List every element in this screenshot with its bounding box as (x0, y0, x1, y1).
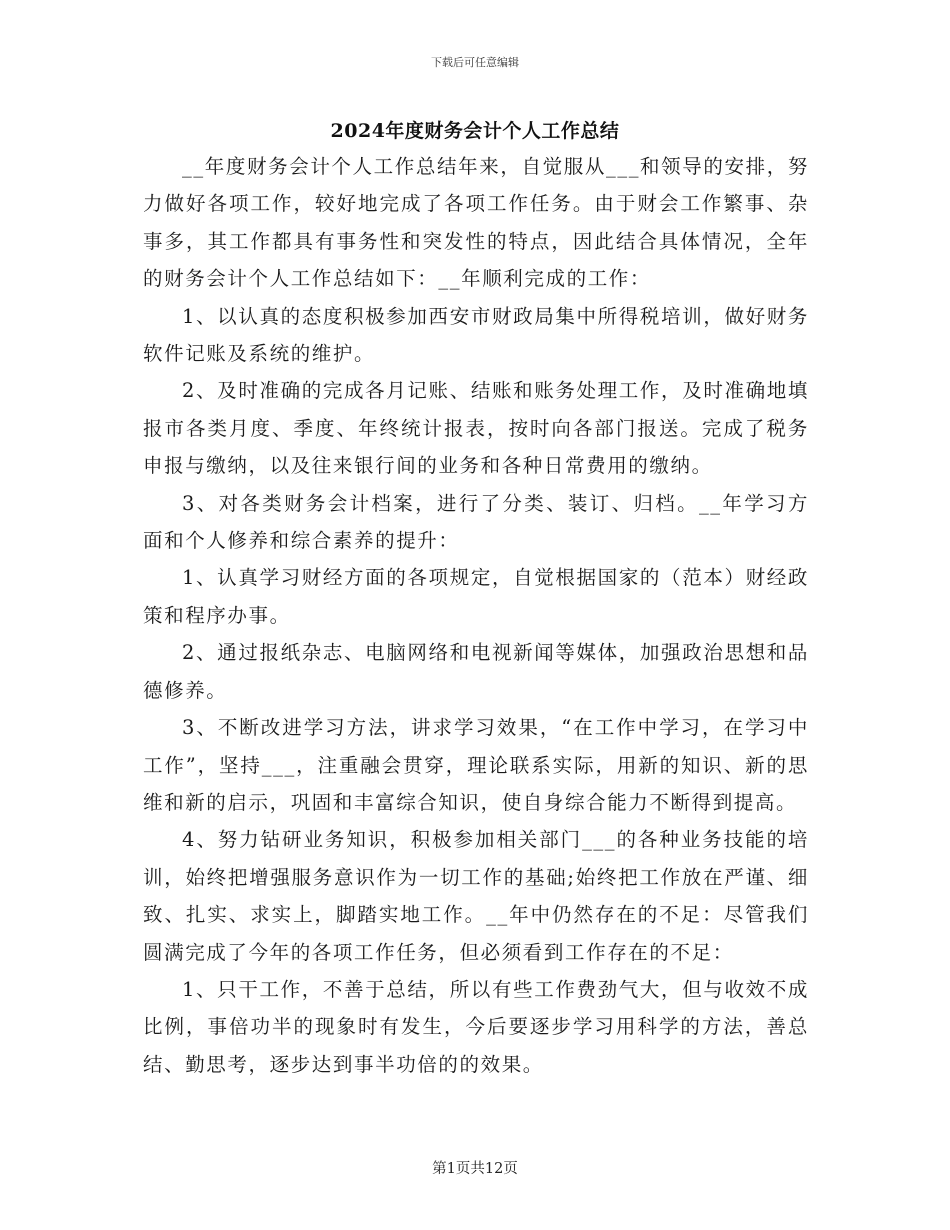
paragraph-item: 3、对各类财务会计档案，进行了分类、装订、归档。__年学习方面和个人修养和综合素养的提升： (143, 491, 809, 553)
paragraph-item: 2、通过报纸杂志、电脑网络和电视新闻等媒体，加强政治思想和品德修养。 (143, 641, 809, 702)
header-note: 下载后可任意编辑 (431, 56, 519, 69)
paragraph-item: 4、努力钻研业务知识，积极参加相关部门___的各种业务技能的培训，始终把增强服务意识作为一切工作的基础;始终把工作放在严谨、细致、扎实、求实上，脚踏实地工作。__年中仍然存在的不足：尽管我们圆满完成了今年的各项工作任务，但必须看到工作存在的不足： (143, 828, 809, 964)
document-body (143, 148, 809, 1083)
page-number: 第1页共12页 (432, 1161, 518, 1177)
paragraph-item: 1、认真学习财经方面的各项规定，自觉根据国家的（范本）财经政策和程序办事。 (143, 566, 809, 627)
paragraph-item: 3、不断改进学习方法，讲求学习效果，“在工作中学习，在学习中工作”，坚持___，注重融会贯穿，理论联系实际，用新的知识、新的思维和新的启示，巩固和丰富综合知识，使自身综合能力不断得到提高。 (143, 716, 809, 814)
document-title: 2024年度财务会计个人工作总结 (330, 120, 620, 142)
paragraph-item: 2、及时准确的完成各月记账、结账和账务处理工作，及时准确地填报市各类月度、季度、年终统计报表，按时向各部门报送。完成了税务申报与缴纳，以及往来银行间的业务和各种日常费用的缴纳。 (143, 379, 809, 478)
paragraph-item: 1、只干工作，不善于总结，所以有些工作费劲气大，但与收效不成比例，事倍功半的现象时有发生，今后要逐步学习用科学的方法，善总结、勤思考，逐步达到事半功倍的的效果。 (143, 977, 809, 1076)
paragraph-intro: __年度财务会计个人工作总结年来，自觉服从___和领导的安排，努力做好各项工作，较好地完成了各项工作任务。由于财会工作繁事、杂事多，其工作都具有事务性和突发性的特点，因此结合具体情况，全年的财务会计个人工作总结如下：__年顺利完成的工作： (143, 155, 809, 291)
paragraph-item: 1、以认真的态度积极参加西安市财政局集中所得税培训，做好财务软件记账及系统的维护。 (143, 304, 809, 366)
